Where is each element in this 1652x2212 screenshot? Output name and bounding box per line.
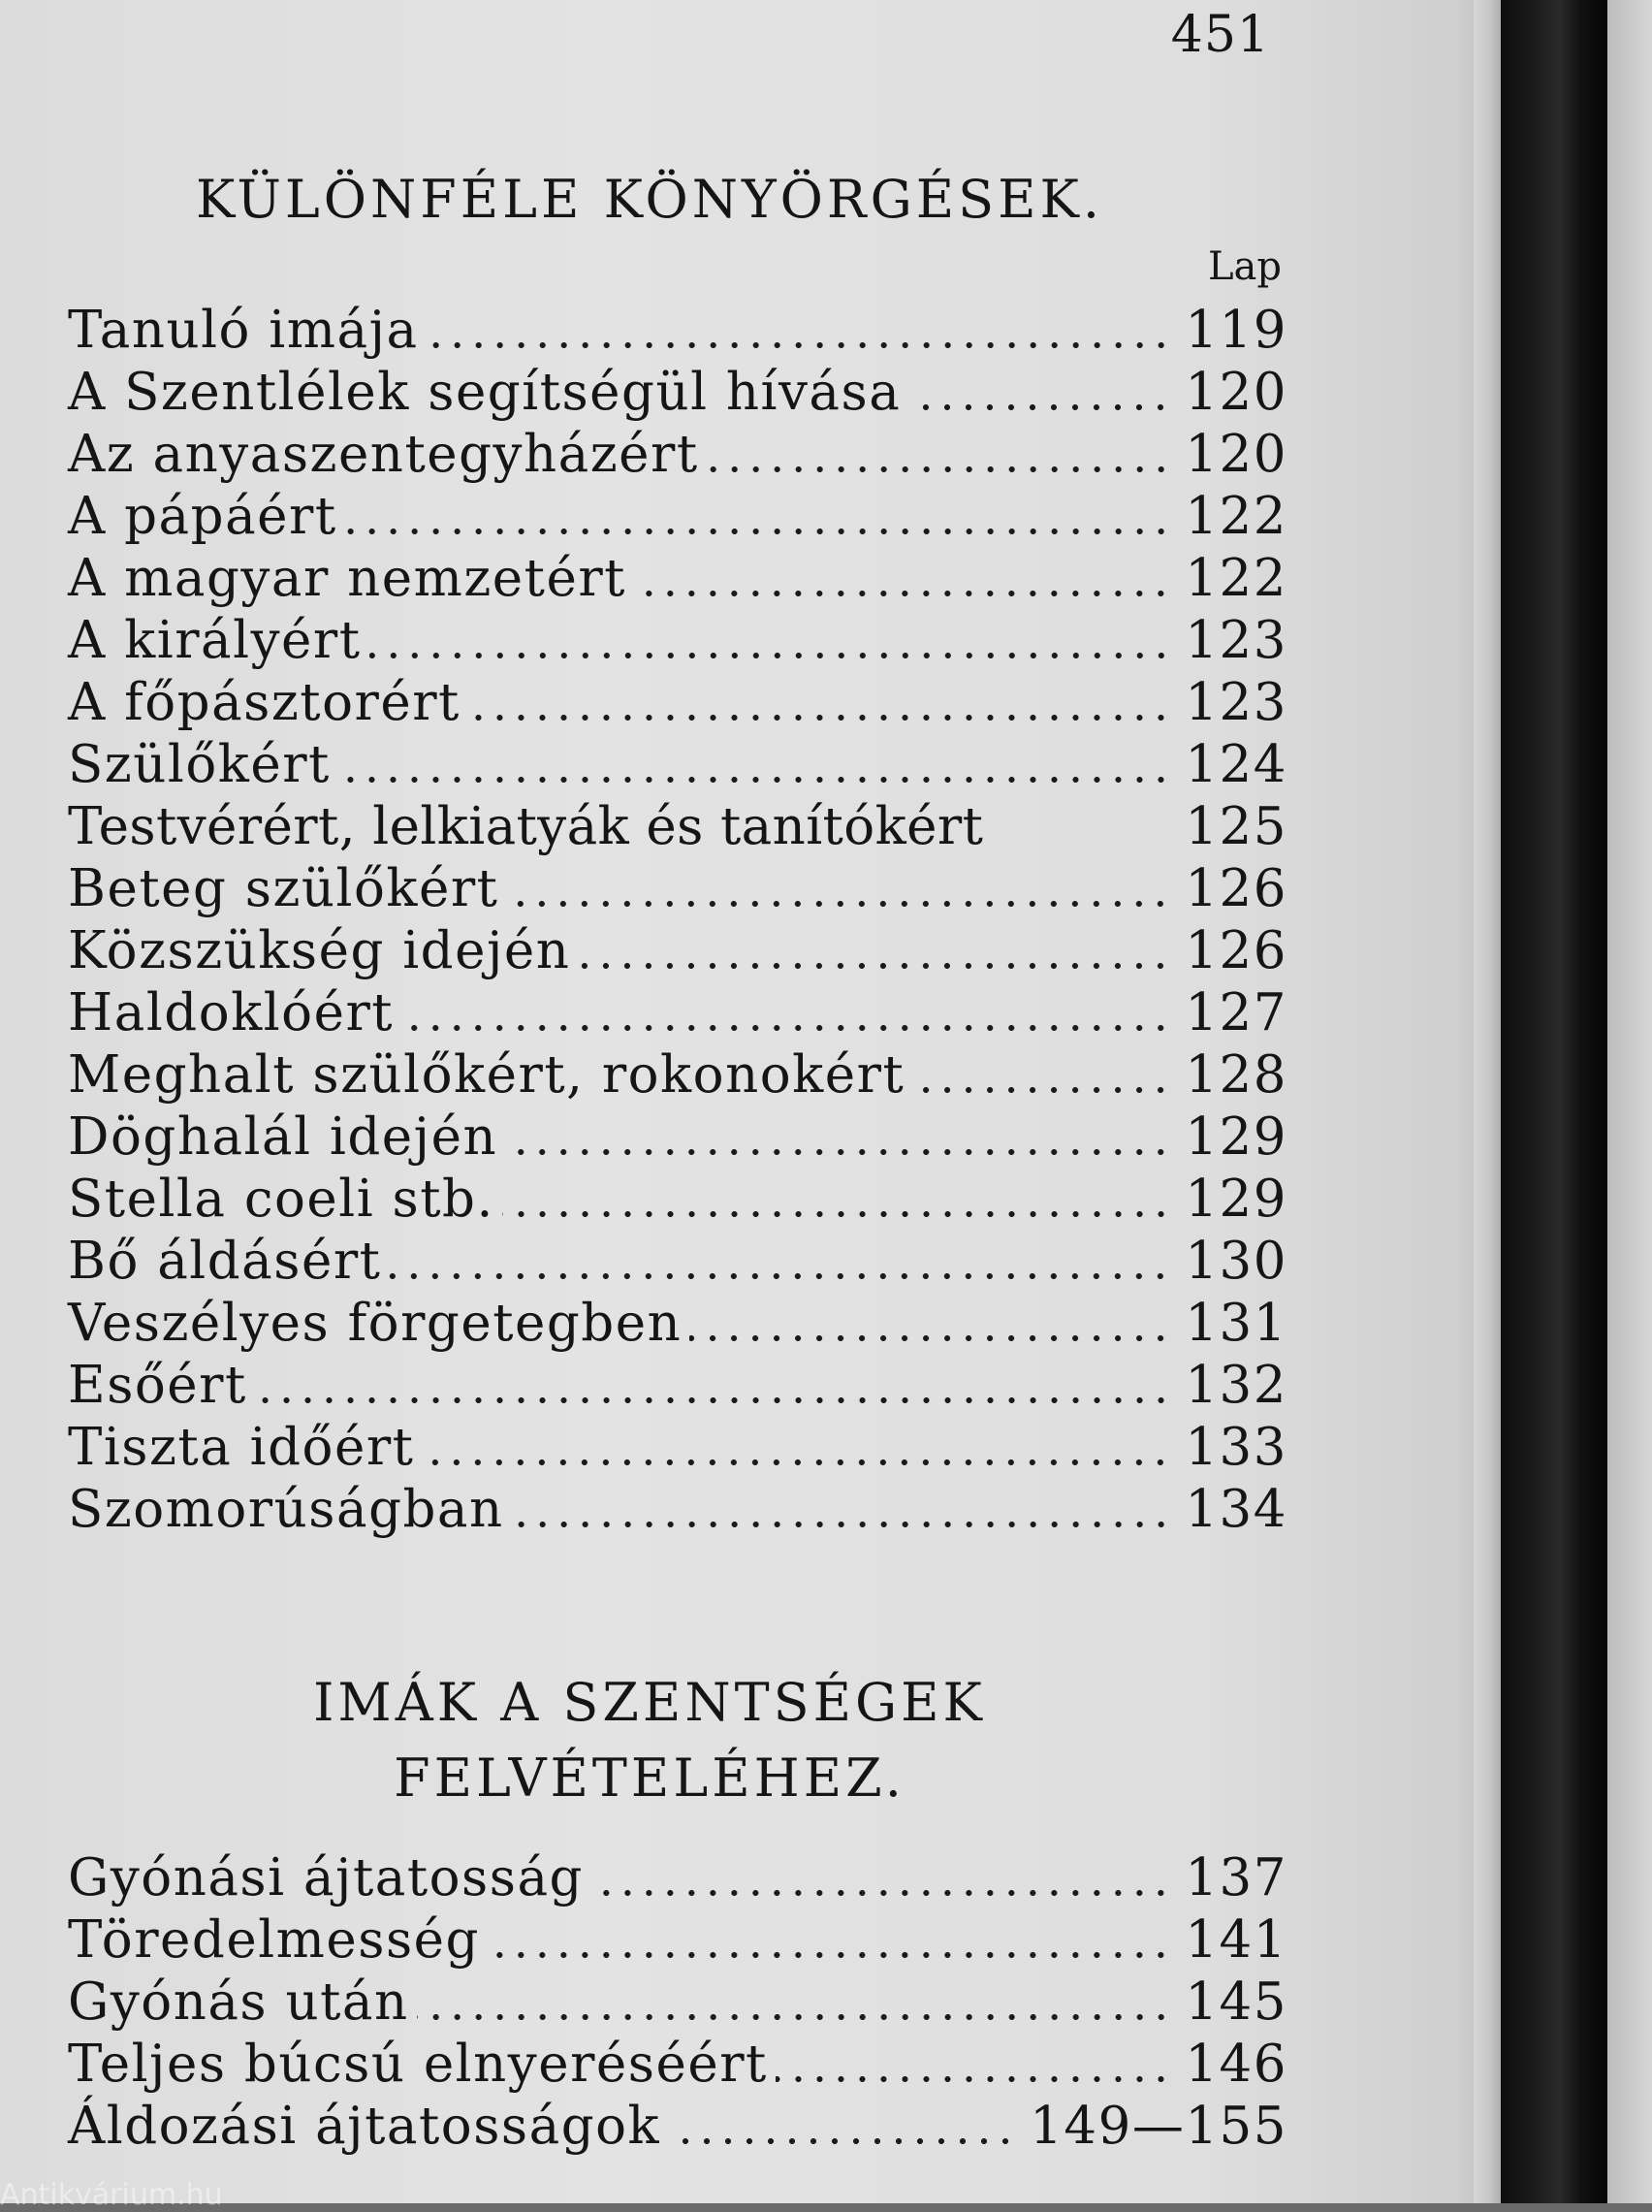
dot-leader bbox=[255, 1397, 1172, 1403]
toc-entry bbox=[68, 1294, 1287, 1356]
toc-entry-title: Haldoklóért bbox=[68, 983, 395, 1042]
toc-entry bbox=[68, 735, 1287, 797]
page-edge bbox=[1474, 0, 1503, 2203]
toc-entry-title: Esőért bbox=[68, 1356, 247, 1415]
toc-entry-page: 119 bbox=[1185, 301, 1287, 360]
toc-entry-title: Meghalt szülőkért, rokonokért bbox=[68, 1045, 905, 1105]
dot-leader bbox=[389, 1273, 1171, 1279]
toc-entry bbox=[68, 1232, 1287, 1294]
toc-entry-title: Veszélyes förgetegben bbox=[68, 1294, 683, 1353]
dot-leader bbox=[468, 715, 1171, 721]
toc-entry-page: 146 bbox=[1185, 2035, 1287, 2094]
toc-entry bbox=[68, 1910, 1287, 1972]
dot-leader bbox=[427, 342, 1172, 348]
dot-leader bbox=[908, 404, 1171, 410]
dot-leader bbox=[591, 1890, 1171, 1896]
book-spine bbox=[1501, 0, 1607, 2203]
toc-entry-page: 149—155 bbox=[1030, 2097, 1287, 2156]
toc-entry-page: 126 bbox=[1185, 921, 1287, 980]
toc-entry-page: 122 bbox=[1185, 487, 1287, 546]
toc-list-imak bbox=[68, 1848, 1287, 2159]
toc-entry bbox=[68, 301, 1287, 363]
toc-entry bbox=[68, 1045, 1287, 1107]
toc-entry bbox=[68, 425, 1287, 487]
dot-leader bbox=[634, 591, 1171, 596]
page-column-label: Lap bbox=[1207, 244, 1282, 289]
toc-entry-title: A főpásztorért bbox=[68, 673, 461, 732]
toc-entry bbox=[68, 487, 1287, 549]
section-heading-imak-line2: FELVÉTELÉHEZ. bbox=[394, 1747, 905, 1809]
toc-entry-title: Szomorúságban bbox=[68, 1480, 504, 1539]
toc-entry-page: 124 bbox=[1185, 735, 1287, 794]
dot-leader bbox=[776, 2076, 1171, 2082]
toc-entry-title: Az anyaszentegyházért bbox=[68, 425, 699, 484]
dot-leader bbox=[707, 466, 1172, 472]
dot-leader bbox=[505, 1149, 1171, 1155]
dot-leader bbox=[991, 839, 1171, 845]
toc-entry-page: 134 bbox=[1185, 1480, 1287, 1539]
toc-entry-page: 123 bbox=[1185, 673, 1287, 732]
dot-leader bbox=[401, 1025, 1171, 1031]
toc-entry-page: 128 bbox=[1185, 1045, 1287, 1105]
toc-entry-page: 130 bbox=[1185, 1232, 1287, 1291]
dot-leader bbox=[578, 963, 1171, 969]
dot-leader bbox=[668, 2138, 1016, 2144]
section-heading-kulonfele: KÜLÖNFÉLE KÖNYÖRGÉSEK. bbox=[195, 169, 1104, 230]
toc-entry bbox=[68, 611, 1287, 673]
toc-entry-page: 129 bbox=[1185, 1170, 1287, 1229]
toc-entry-page: 122 bbox=[1185, 549, 1287, 608]
toc-entry-title: A pápáért bbox=[68, 487, 337, 546]
toc-entry-title: Szülőkért bbox=[68, 735, 331, 794]
toc-list-kulonfele bbox=[68, 301, 1287, 1542]
toc-entry-title: Gyónási ájtatosság bbox=[68, 1848, 584, 1907]
toc-entry bbox=[68, 1107, 1287, 1170]
toc-entry-page: 127 bbox=[1185, 983, 1287, 1042]
toc-entry-page: 133 bbox=[1185, 1418, 1287, 1477]
toc-entry bbox=[68, 1972, 1287, 2035]
dot-leader bbox=[422, 1459, 1171, 1465]
toc-entry bbox=[68, 363, 1287, 425]
toc-entry bbox=[68, 797, 1287, 859]
dot-leader bbox=[912, 1087, 1171, 1093]
dot-leader bbox=[369, 653, 1172, 658]
toc-entry-title: Közszükség idején bbox=[68, 921, 571, 980]
toc-entry-page: 125 bbox=[1185, 797, 1287, 856]
background-surface bbox=[1607, 0, 1652, 2203]
toc-entry-title: Stella coeli stb. bbox=[68, 1170, 494, 1229]
page-number: 451 bbox=[1170, 6, 1270, 64]
toc-entry bbox=[68, 983, 1287, 1045]
toc-entry-page: 129 bbox=[1185, 1107, 1287, 1167]
toc-entry-page: 141 bbox=[1185, 1910, 1287, 1970]
toc-entry-page: 137 bbox=[1185, 1848, 1287, 1907]
toc-entry-page: 145 bbox=[1185, 1972, 1287, 2032]
toc-entry-title: Gyónás után bbox=[68, 1972, 409, 2032]
dot-leader bbox=[345, 529, 1172, 534]
toc-entry-title: Beteg szülőkért bbox=[68, 859, 499, 918]
watermark: Antikvárium.hu bbox=[0, 2178, 223, 2212]
dot-leader bbox=[506, 901, 1171, 907]
toc-entry-title: Teljes búcsú elnyeréséért bbox=[68, 2035, 768, 2094]
toc-entry bbox=[68, 673, 1287, 735]
toc-entry bbox=[68, 921, 1287, 983]
toc-entry-title: Bő áldásért bbox=[68, 1232, 382, 1291]
toc-entry-title: A Szentlélek segítségül hívása bbox=[68, 363, 902, 422]
toc-entry bbox=[68, 1480, 1287, 1542]
dot-leader bbox=[502, 1211, 1172, 1217]
toc-entry bbox=[68, 1418, 1287, 1480]
toc-entry-title: Döghalál idején bbox=[68, 1107, 498, 1167]
dot-leader bbox=[512, 1522, 1172, 1527]
toc-entry bbox=[68, 549, 1287, 611]
toc-entry-page: 120 bbox=[1185, 425, 1287, 484]
toc-entry bbox=[68, 1170, 1287, 1232]
toc-entry bbox=[68, 2035, 1287, 2097]
dot-leader bbox=[689, 1335, 1171, 1341]
toc-entry bbox=[68, 1848, 1287, 1910]
toc-entry bbox=[68, 859, 1287, 921]
section-heading-imak-line1: IMÁK A SZENTSÉGEK bbox=[313, 1672, 986, 1733]
toc-entry-title: Tiszta időért bbox=[68, 1418, 415, 1477]
toc-entry bbox=[68, 1356, 1287, 1418]
toc-entry-title: Tanuló imája bbox=[68, 301, 419, 360]
dot-leader bbox=[417, 2014, 1172, 2020]
toc-entry bbox=[68, 2097, 1287, 2159]
toc-entry-title: A királyért bbox=[68, 611, 362, 670]
toc-entry-title: Testvérért, lelkiatyák és tanítókért bbox=[68, 797, 984, 856]
toc-entry-page: 131 bbox=[1185, 1294, 1287, 1353]
toc-entry-title: A magyar nemzetért bbox=[68, 549, 626, 608]
toc-entry-title: Áldozási ájtatosságok bbox=[68, 2097, 661, 2156]
toc-entry-page: 123 bbox=[1185, 611, 1287, 670]
toc-entry-title: Töredelmesség bbox=[68, 1910, 480, 1970]
toc-entry-page: 126 bbox=[1185, 859, 1287, 918]
dot-leader bbox=[338, 777, 1171, 783]
toc-entry-page: 120 bbox=[1185, 363, 1287, 422]
dot-leader bbox=[488, 1952, 1171, 1958]
toc-entry-page: 132 bbox=[1185, 1356, 1287, 1415]
